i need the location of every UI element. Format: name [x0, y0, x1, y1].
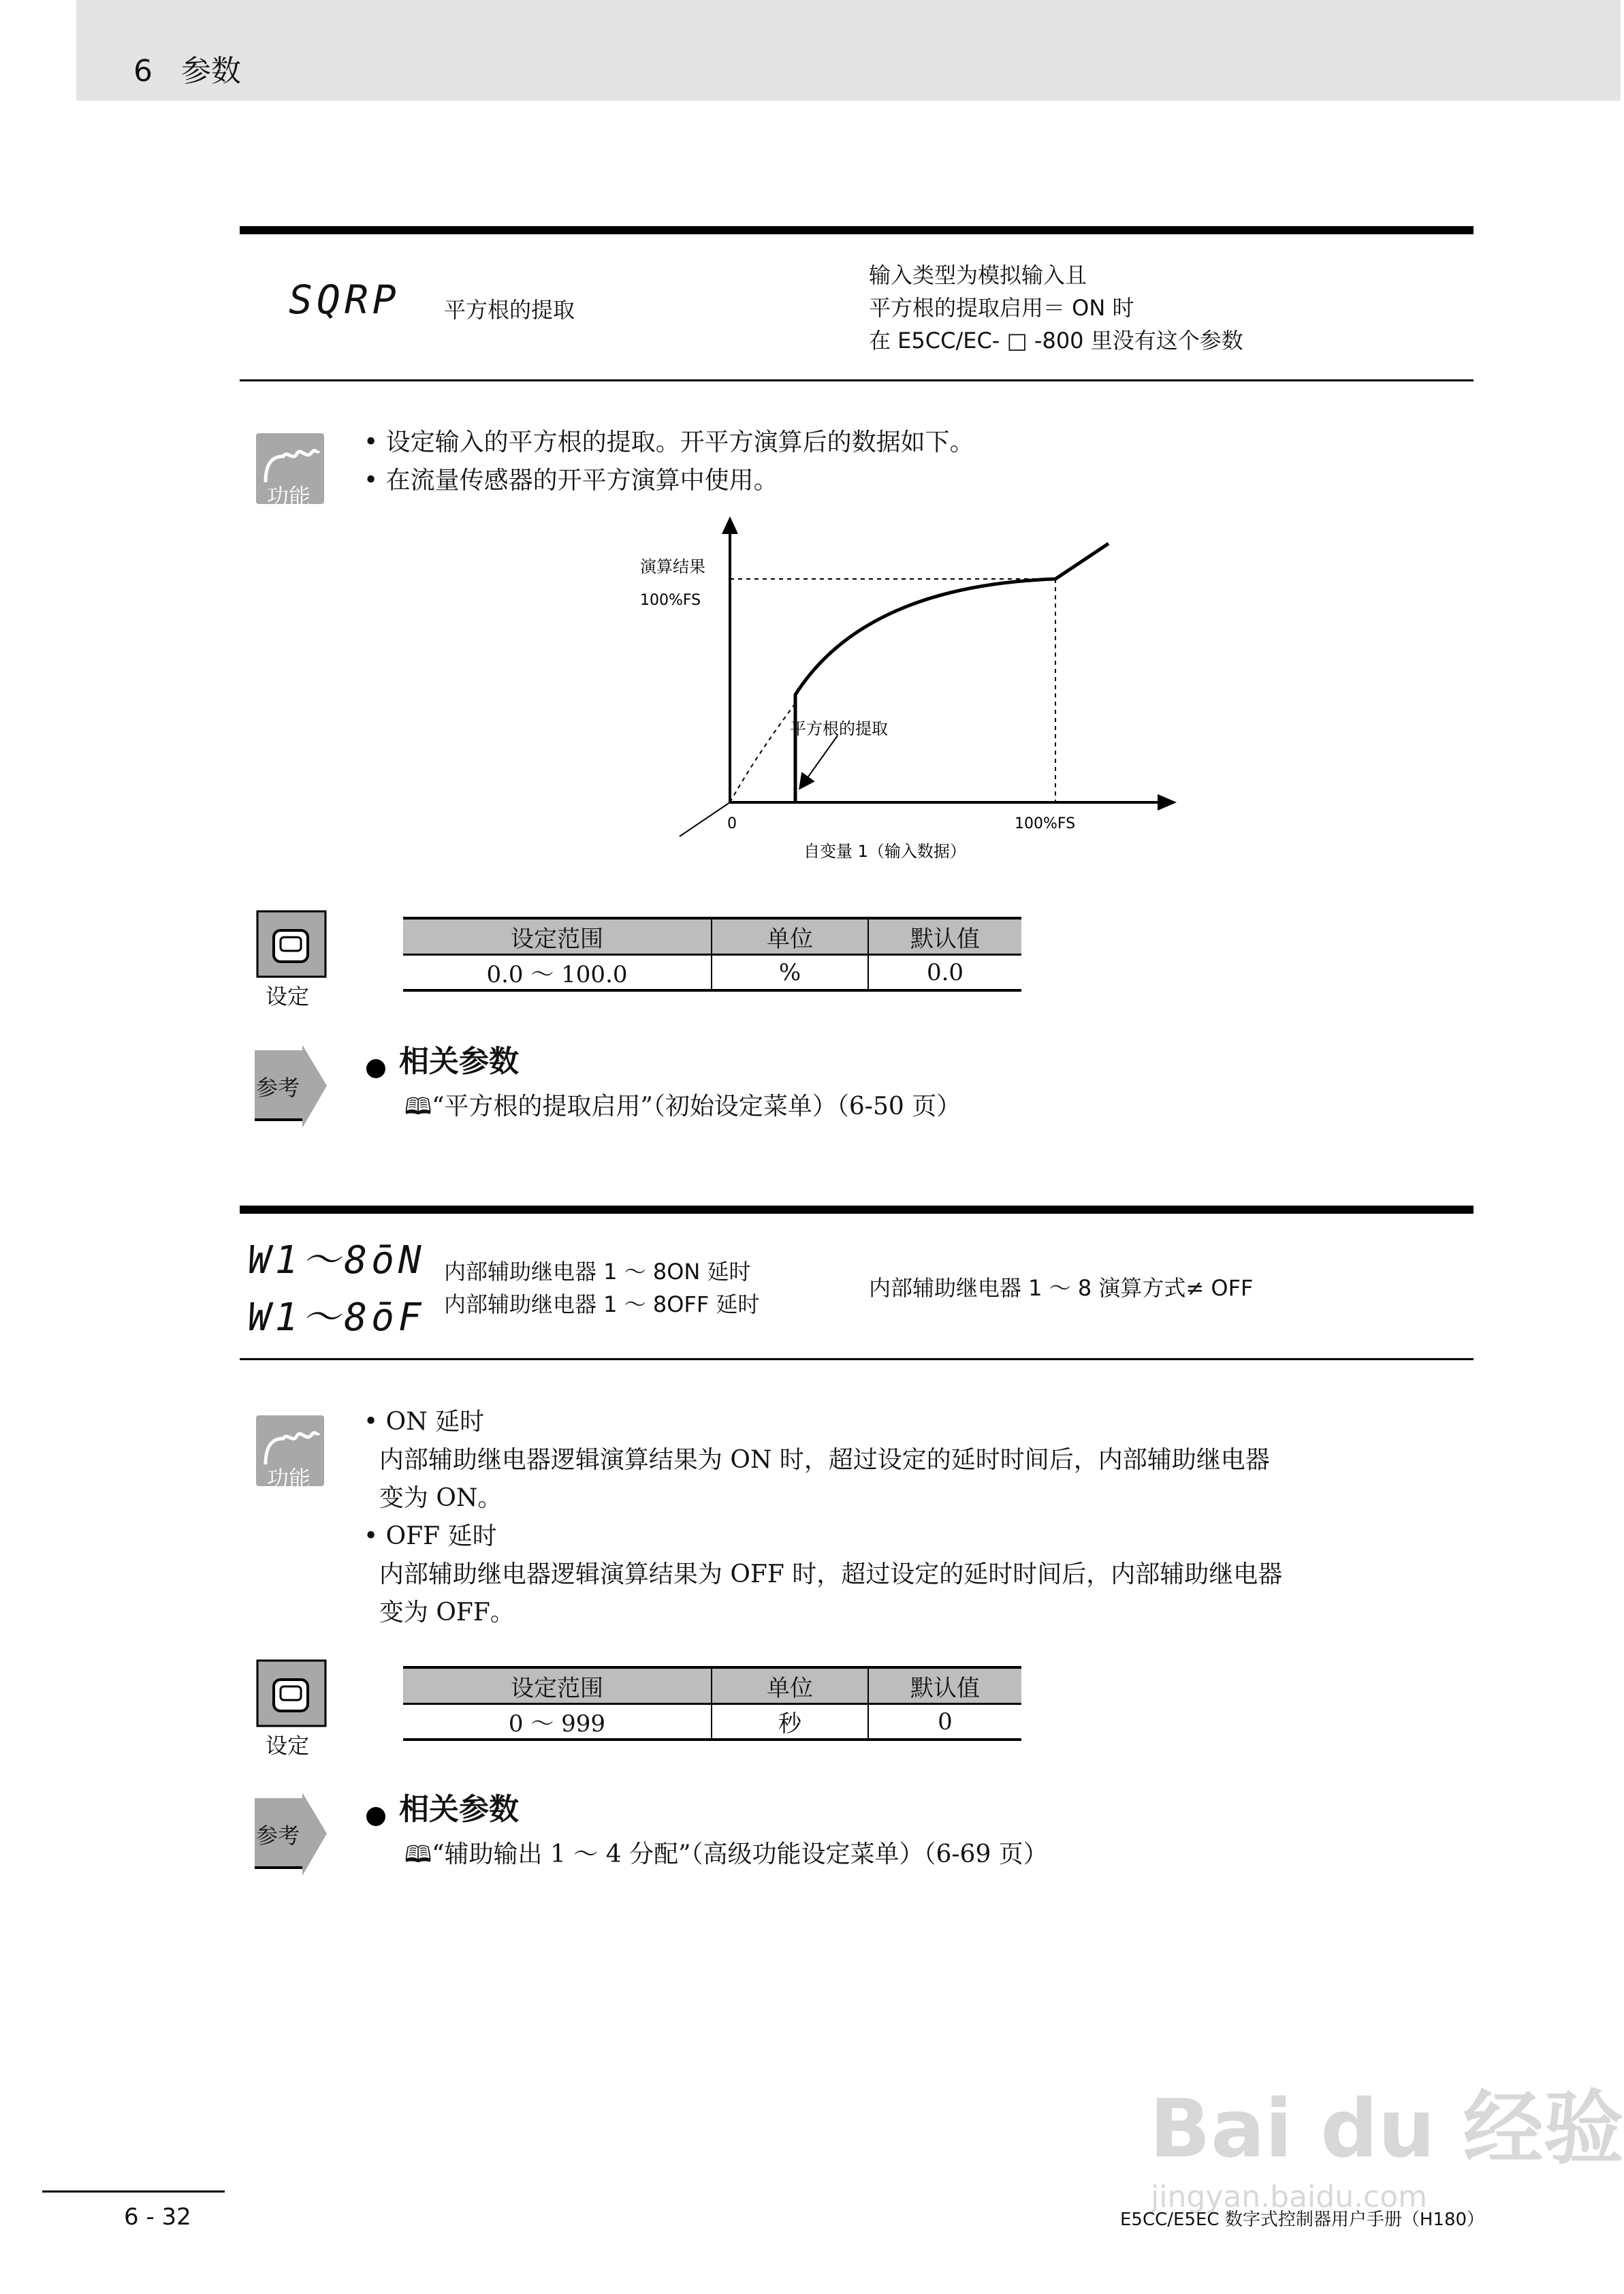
section2-param-code-on: W1～8ōN — [248, 1238, 426, 1283]
related-title: 相关参数 — [399, 1044, 519, 1079]
section2-related-link-row — [404, 1835, 1048, 1877]
section2-param-code-off: W1～8ōF — [248, 1295, 426, 1340]
curve-callout-arrow — [803, 736, 838, 783]
page-number: 6 - 32 — [124, 2203, 191, 2231]
table-header: 设定范围 — [403, 1667, 712, 1704]
function-icon — [256, 433, 324, 509]
table-header-row — [403, 1667, 1021, 1704]
watermark-url: jingyan.baidu.com — [1151, 2180, 1428, 2214]
section2-setting-table — [403, 1666, 1021, 1741]
chapter-heading — [133, 46, 241, 90]
footer-rule — [42, 2190, 225, 2193]
condition-line: 平方根的提取启用＝ ON 时 — [869, 295, 1134, 321]
related-link[interactable]: “平方根的提取启用”（初始设定菜单）（6-50 页） — [432, 1093, 961, 1120]
reference-icon-label: 参考 — [256, 1823, 300, 1849]
table-cell: 0.0 — [868, 955, 1021, 991]
table-row — [403, 955, 1021, 991]
table-header: 设定范围 — [403, 918, 712, 955]
section1-related-link-row — [404, 1087, 961, 1129]
chapter-number: 6 — [133, 54, 153, 89]
y-axis-arrow — [722, 516, 738, 534]
table-cell: 0.0 ～ 100.0 — [403, 955, 712, 991]
text-line: 内部辅助继电器逻辑演算结果为 OFF 时，超过设定的延时时间后，内部辅助继电器 — [364, 1560, 1283, 1588]
table-header: 默认值 — [868, 918, 1021, 955]
section2-param-name-on: 内部辅助继电器 1 ～ 8ON 延时 — [444, 1259, 751, 1285]
table-cell: 0 — [868, 1704, 1021, 1740]
section1-top-rule — [240, 226, 1474, 234]
sqrt-graph — [640, 511, 1212, 879]
x-label: 自变量 1（输入数据） — [803, 842, 966, 861]
section2-param-name-off: 内部辅助继电器 1 ～ 8OFF 延时 — [444, 1291, 760, 1317]
y-fs-label: 100%FS — [640, 592, 701, 609]
reference-icon — [253, 1043, 328, 1132]
section1-conditions — [869, 259, 1243, 357]
section1-param-name: 平方根的提取 — [444, 297, 575, 323]
table-row — [403, 1704, 1021, 1740]
watermark-logo: Bai du 经验 — [1149, 2081, 1624, 2175]
book-icon: 🕮 — [404, 1093, 432, 1120]
chapter-title: 参数 — [180, 54, 241, 89]
text-line: • OFF 延时 — [364, 1522, 497, 1550]
bullet-item: • 在流量传感器的开平方演算中使用。 — [364, 467, 778, 494]
function-icon — [256, 1415, 324, 1492]
manual-title: E5CC/E5EC 数字式控制器用户手册（H180） — [1120, 2210, 1485, 2230]
related-title: 相关参数 — [399, 1792, 519, 1827]
section2-related — [366, 1785, 519, 1828]
text-line: 变为 ON。 — [364, 1484, 503, 1512]
setting-icon-label: 设定 — [266, 1733, 310, 1759]
y-label: 演算结果 — [640, 557, 705, 576]
table-header: 单位 — [712, 918, 868, 955]
bullet-dot — [366, 1807, 385, 1826]
curve-label: 平方根的提取 — [790, 719, 888, 738]
section2-text — [364, 1403, 1282, 1632]
section2-top-rule — [240, 1206, 1474, 1214]
section1-bottom-rule — [240, 379, 1474, 381]
table-header-row — [403, 918, 1021, 955]
setting-icon — [256, 1659, 327, 1759]
setting-icon — [256, 910, 327, 1009]
reference-icon-label: 参考 — [256, 1075, 300, 1101]
table-header: 单位 — [712, 1667, 868, 1704]
reference-icon — [253, 1791, 328, 1880]
table-cell: 秒 — [712, 1704, 868, 1740]
condition-line: 输入类型为模拟输入且 — [869, 262, 1087, 288]
bullet-dot — [366, 1059, 385, 1078]
sqrt-curve — [795, 544, 1109, 802]
section2-bottom-rule — [240, 1358, 1474, 1360]
section2-condition: 内部辅助继电器 1 ～ 8 演算方式≠ OFF — [869, 1275, 1254, 1301]
text-line: 变为 OFF。 — [364, 1599, 515, 1627]
book-icon: 🕮 — [404, 1841, 432, 1868]
section1-bullets — [364, 424, 974, 500]
table-cell: % — [712, 955, 868, 991]
function-icon-label: 功能 — [267, 484, 311, 509]
axis-tail — [680, 802, 730, 836]
text-line: • ON 延时 — [364, 1408, 485, 1436]
lower-dashed-curve — [730, 702, 797, 802]
setting-icon-label: 设定 — [266, 984, 310, 1009]
section1-param-code: SQRP — [289, 277, 400, 323]
origin-label: 0 — [727, 815, 737, 832]
table-header: 默认值 — [868, 1667, 1021, 1704]
bullet-item: • 设定输入的平方根的提取。开平方演算后的数据如下。 — [364, 428, 974, 456]
condition-line: 在 E5CC/EC- □ -800 里没有这个参数 — [869, 328, 1243, 353]
text-line: 内部辅助继电器逻辑演算结果为 ON 时，超过设定的延时时间后，内部辅助继电器 — [364, 1446, 1270, 1474]
function-icon-label: 功能 — [267, 1466, 311, 1492]
section1-setting-table — [403, 917, 1021, 992]
header-band — [76, 0, 1621, 101]
x-fs-label: 100%FS — [1015, 815, 1076, 832]
x-axis-arrow — [1158, 794, 1177, 811]
related-link[interactable]: “辅助输出 1 ～ 4 分配”（高级功能设定菜单）（6-69 页） — [432, 1840, 1048, 1868]
section1-related — [366, 1037, 519, 1080]
table-cell: 0 ～ 999 — [403, 1704, 712, 1740]
